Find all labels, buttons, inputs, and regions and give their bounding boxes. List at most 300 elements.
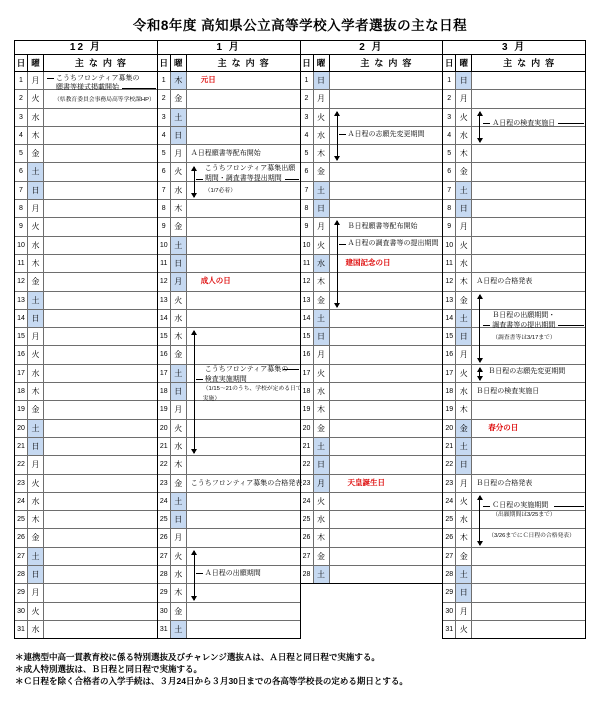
- header-day: 日: [158, 55, 171, 71]
- weekday-cell: 木: [314, 529, 330, 546]
- day-number: 3: [158, 109, 171, 126]
- day-number: 3: [301, 109, 314, 126]
- weekday-cell: 水: [171, 182, 187, 199]
- weekday-cell: 日: [171, 511, 187, 528]
- weekday-cell: 木: [171, 456, 187, 473]
- header-content: 主な内容: [217, 58, 274, 68]
- tick-line: [483, 325, 490, 326]
- day-number: 30: [15, 603, 28, 620]
- weekday-cell: 木: [171, 72, 187, 89]
- weekday-cell: 土: [456, 566, 472, 583]
- header-day: 日: [301, 55, 314, 71]
- weekday-cell: 月: [456, 475, 472, 492]
- day-number: 20: [301, 420, 314, 437]
- range-arrow: [194, 167, 195, 198]
- weekday-cell: 水: [314, 383, 330, 400]
- weekday-cell: 土: [314, 438, 330, 455]
- weekday-cell: 土: [28, 548, 44, 565]
- weekday-cell: 水: [314, 255, 330, 272]
- day-number: 4: [15, 127, 28, 144]
- arrowhead-down-icon: [477, 541, 483, 546]
- day-number: 5: [15, 145, 28, 162]
- day-number: 29: [15, 584, 28, 601]
- leader-line: [558, 123, 584, 124]
- day-number: 18: [158, 383, 171, 400]
- event-label: Ｂ日程の志願先変更期間: [488, 368, 566, 376]
- weekday-cell: 木: [28, 511, 44, 528]
- day-number: 2: [301, 90, 314, 107]
- range-arrow: [479, 368, 480, 380]
- arrowhead-down-icon: [477, 138, 483, 143]
- weekday-cell: 金: [456, 420, 472, 437]
- weekday-cell: 月: [28, 584, 44, 601]
- weekday-cell: 木: [171, 328, 187, 345]
- range-arrow: [479, 496, 480, 545]
- holiday-label: 建国記念の日: [345, 258, 391, 267]
- weekday-cell: 木: [456, 273, 472, 290]
- leader-line: [554, 506, 584, 507]
- weekday-cell: 月: [28, 72, 44, 89]
- day-number: 21: [443, 438, 456, 455]
- weekday-cell: 日: [456, 200, 472, 217]
- day-number: 3: [15, 109, 28, 126]
- day-number: 31: [158, 621, 171, 638]
- weekday-cell: 木: [171, 200, 187, 217]
- weekday-cell: 火: [456, 237, 472, 254]
- month-body: [158, 72, 303, 639]
- arrowhead-down-icon: [191, 193, 197, 198]
- weekday-cell: 月: [171, 529, 187, 546]
- holiday-label: 成人の日: [200, 276, 231, 286]
- leader-line: [285, 179, 299, 180]
- weekday-cell: 火: [314, 493, 330, 510]
- day-number: 20: [158, 420, 171, 437]
- day-number: 13: [443, 292, 456, 309]
- weekday-cell: 木: [28, 383, 44, 400]
- day-number: 7: [443, 182, 456, 199]
- weekday-cell: 月: [456, 603, 472, 620]
- event-label: こうちフロンティア募集の: [204, 365, 289, 373]
- weekday-cell: 月: [456, 90, 472, 107]
- arrowhead-down-icon: [477, 358, 483, 363]
- day-number: 6: [301, 163, 314, 180]
- weekday-cell: 金: [171, 346, 187, 363]
- day-number: 1: [301, 72, 314, 89]
- weekday-cell: 月: [171, 401, 187, 418]
- month-body: [301, 72, 443, 639]
- day-number: 23: [301, 475, 314, 492]
- day-number: 19: [301, 401, 314, 418]
- range-arrow: [479, 295, 480, 362]
- range-arrow: [337, 221, 338, 307]
- range-arrow: [479, 112, 480, 143]
- weekday-cell: 金: [171, 603, 187, 620]
- weekday-cell: 木: [314, 145, 330, 162]
- header-weekday: 曜: [456, 55, 472, 71]
- arrowhead-up-icon: [191, 166, 197, 171]
- day-number: 15: [301, 328, 314, 345]
- weekday-cell: 金: [171, 475, 187, 492]
- day-number: 5: [443, 145, 456, 162]
- leader-line: [283, 369, 299, 370]
- day-number: 5: [158, 145, 171, 162]
- arrowhead-down-icon: [334, 156, 340, 161]
- day-number: 8: [158, 200, 171, 217]
- day-number: 5: [301, 145, 314, 162]
- weekday-cell: 月: [314, 218, 330, 235]
- weekday-cell: 火: [171, 292, 187, 309]
- weekday-cell: 土: [456, 310, 472, 327]
- day-number: 1: [158, 72, 171, 89]
- header-weekday: 曜: [28, 55, 44, 71]
- event-label: Ａ日程の検査実施日: [492, 119, 556, 127]
- weekday-cell: 火: [28, 346, 44, 363]
- day-number: 18: [443, 383, 456, 400]
- weekday-cell: 日: [171, 255, 187, 272]
- weekday-cell: 木: [314, 401, 330, 418]
- day-number: 23: [443, 475, 456, 492]
- page-title: 令和8年度 高知県公立高等学校入学者選抜の主な日程: [132, 18, 468, 33]
- event-label: 検査実施期間: [204, 375, 247, 383]
- event-label: Ｂ日程願書等配布開始: [347, 223, 418, 231]
- weekday-cell: 日: [314, 328, 330, 345]
- day-number: 14: [301, 310, 314, 327]
- tick-line: [47, 78, 54, 79]
- event-label: 期間・調査書等提出期間: [204, 175, 282, 183]
- arrowhead-down-icon: [191, 449, 197, 454]
- day-number: 27: [443, 548, 456, 565]
- arrowhead-up-icon: [477, 111, 483, 116]
- day-number: 23: [15, 475, 28, 492]
- day-number: 16: [443, 346, 456, 363]
- events-layer: [332, 72, 443, 639]
- day-number: 24: [158, 493, 171, 510]
- event-label: Ａ日程の志願先変更期間: [347, 130, 425, 138]
- event-label: Ｃ日程の実施期間: [492, 502, 549, 510]
- range-arrow: [337, 112, 338, 161]
- event-label: （県教育委員会事務局高等学校課HP）: [54, 96, 155, 103]
- weekday-cell: 日: [314, 456, 330, 473]
- weekday-cell: 水: [28, 237, 44, 254]
- weekday-cell: 金: [456, 163, 472, 180]
- day-number: 10: [158, 237, 171, 254]
- day-number: 14: [443, 310, 456, 327]
- event-label: Ｂ日程の合格発表: [476, 479, 533, 487]
- event-label: こうちフロンティア募集出願: [204, 165, 296, 173]
- day-number: 17: [15, 365, 28, 382]
- calendar-table: [14, 40, 586, 639]
- day-number: 12: [158, 273, 171, 290]
- month-body: [15, 72, 157, 639]
- footnote: ＊Ｃ日程を除く合格者の入学手続は、３月24日から３月30日までの各高等学校長の定める期日とする。: [15, 676, 408, 686]
- weekday-cell: 土: [456, 438, 472, 455]
- weekday-cell: 金: [456, 292, 472, 309]
- holiday-label: 元日: [200, 75, 216, 84]
- weekday-cell: 水: [28, 621, 44, 638]
- weekday-cell: 月: [28, 328, 44, 345]
- header-content: 主な内容: [503, 58, 560, 68]
- arrowhead-down-icon: [191, 596, 197, 601]
- day-number: 9: [158, 218, 171, 235]
- header-content: 主な内容: [74, 58, 131, 68]
- day-number: 24: [301, 493, 314, 510]
- event-label: （1/15～21のうち、学校が定める日で: [202, 386, 302, 393]
- weekday-cell: 火: [28, 90, 44, 107]
- day-number: 31: [443, 621, 456, 638]
- day-number: 7: [301, 182, 314, 199]
- day-number: 11: [158, 255, 171, 272]
- day-number: 7: [158, 182, 171, 199]
- day-number: 26: [301, 529, 314, 546]
- weekday-cell: 水: [28, 365, 44, 382]
- day-number: 26: [158, 529, 171, 546]
- footnotes: [15, 651, 408, 687]
- day-number: 26: [443, 529, 456, 546]
- arrowhead-down-icon: [477, 376, 483, 381]
- weekday-cell: 木: [314, 273, 330, 290]
- day-number: 1: [443, 72, 456, 89]
- weekday-cell: 火: [171, 163, 187, 180]
- weekday-cell: 日: [171, 383, 187, 400]
- weekday-cell: 金: [28, 145, 44, 162]
- day-number: 17: [301, 365, 314, 382]
- day-number: 25: [301, 511, 314, 528]
- weekday-cell: 土: [171, 621, 187, 638]
- weekday-cell: 金: [314, 163, 330, 180]
- day-number: 14: [15, 310, 28, 327]
- footnote: ＊成人特別選抜は、Ｂ日程と同日程で実施する。: [15, 664, 203, 674]
- weekday-cell: 水: [28, 493, 44, 510]
- event-label: Ａ日程の調査書等の提出期間: [347, 240, 439, 248]
- day-number: 23: [158, 475, 171, 492]
- day-number: 16: [158, 346, 171, 363]
- month-label: 12 月: [15, 41, 157, 55]
- weekday-cell: 日: [456, 328, 472, 345]
- event-label: こうちフロンティア募集の合格発表: [190, 479, 303, 487]
- day-number: 21: [158, 438, 171, 455]
- range-arrow: [194, 551, 195, 600]
- day-number: 17: [158, 365, 171, 382]
- column-header-row: [443, 55, 585, 72]
- event-label: こうちフロンティア募集の: [56, 74, 140, 82]
- arrowhead-up-icon: [477, 294, 483, 299]
- day-number: 13: [301, 292, 314, 309]
- month-column-2: [301, 41, 444, 639]
- day-number: 3: [443, 109, 456, 126]
- day-number: 19: [15, 401, 28, 418]
- weekday-cell: 水: [456, 255, 472, 272]
- day-number: 6: [443, 163, 456, 180]
- weekday-cell: 水: [171, 438, 187, 455]
- tick-line: [339, 134, 346, 135]
- weekday-cell: 火: [28, 218, 44, 235]
- weekday-cell: 水: [314, 127, 330, 144]
- day-number: 24: [15, 493, 28, 510]
- weekday-cell: 月: [456, 218, 472, 235]
- day-number: 22: [158, 456, 171, 473]
- weekday-cell: 木: [171, 584, 187, 601]
- day-number: 1: [15, 72, 28, 89]
- holiday-label: 天皇誕生日: [347, 477, 385, 487]
- weekday-cell: 日: [314, 200, 330, 217]
- weekday-cell: 月: [28, 200, 44, 217]
- event-label: （調査書等は3/17まで）: [492, 334, 556, 341]
- leader-line: [558, 325, 584, 326]
- event-label: Ｂ日程の検査実施日: [476, 388, 540, 396]
- day-number: 10: [443, 237, 456, 254]
- weekday-cell: 土: [28, 420, 44, 437]
- day-number: 4: [301, 127, 314, 144]
- day-number: 18: [15, 383, 28, 400]
- day-number: 28: [158, 566, 171, 583]
- weekday-cell: 木: [456, 145, 472, 162]
- weekday-cell: 水: [456, 511, 472, 528]
- day-number: 2: [15, 90, 28, 107]
- weekday-cell: 土: [314, 182, 330, 199]
- range-arrow: [194, 331, 195, 453]
- weekday-cell: 金: [28, 401, 44, 418]
- day-number: 28: [15, 566, 28, 583]
- weekday-cell: 火: [314, 237, 330, 254]
- event-label: Ａ日程願書等配布開始: [190, 150, 261, 158]
- weekday-cell: 火: [456, 493, 472, 510]
- weekday-cell: 水: [28, 109, 44, 126]
- weekday-cell: 日: [456, 584, 472, 601]
- month-label: 1 月: [158, 41, 300, 55]
- day-number: 9: [301, 218, 314, 235]
- weekday-cell: 土: [314, 566, 330, 583]
- day-number: 28: [301, 566, 314, 583]
- day-number: 6: [158, 163, 171, 180]
- weekday-cell: 金: [28, 273, 44, 290]
- day-number: 6: [15, 163, 28, 180]
- weekday-cell: 水: [456, 127, 472, 144]
- weekday-cell: 火: [28, 603, 44, 620]
- header-weekday: 曜: [171, 55, 187, 71]
- event-label: 調査書等の提出期間: [492, 321, 556, 329]
- day-number: 19: [443, 401, 456, 418]
- event-label: 実施）: [202, 395, 221, 402]
- weekday-cell: 土: [171, 237, 187, 254]
- weekday-cell: 日: [28, 566, 44, 583]
- day-number: 10: [301, 237, 314, 254]
- events-layer: [189, 72, 303, 639]
- column-header-row: [15, 55, 157, 72]
- weekday-cell: 土: [456, 182, 472, 199]
- weekday-cell: 月: [28, 456, 44, 473]
- weekday-cell: 月: [171, 145, 187, 162]
- weekday-cell: 金: [314, 292, 330, 309]
- day-number: 30: [158, 603, 171, 620]
- weekday-cell: 土: [28, 163, 44, 180]
- day-number: 26: [15, 529, 28, 546]
- day-number: 27: [301, 548, 314, 565]
- day-number: 15: [443, 328, 456, 345]
- tick-line: [483, 123, 490, 124]
- day-number: 4: [158, 127, 171, 144]
- weekday-cell: 金: [171, 90, 187, 107]
- weekday-cell: 木: [28, 255, 44, 272]
- leader-line: [122, 88, 156, 89]
- weekday-cell: 日: [28, 182, 44, 199]
- day-number: 29: [443, 584, 456, 601]
- day-number: 25: [158, 511, 171, 528]
- day-number: 17: [443, 365, 456, 382]
- day-number: 13: [158, 292, 171, 309]
- weekday-cell: 木: [456, 529, 472, 546]
- event-label: （出願期間は3/25まで）: [492, 512, 556, 519]
- weekday-cell: 木: [28, 127, 44, 144]
- day-number: 11: [301, 255, 314, 272]
- weekday-cell: 日: [314, 72, 330, 89]
- arrowhead-up-icon: [334, 220, 340, 225]
- weekday-cell: 火: [314, 109, 330, 126]
- arrowhead-up-icon: [477, 495, 483, 500]
- event-label: Ａ日程の合格発表: [476, 278, 533, 286]
- tick-line: [339, 244, 346, 245]
- day-number: 27: [15, 548, 28, 565]
- weekday-cell: 日: [28, 310, 44, 327]
- events-layer: [474, 72, 585, 639]
- column-header-row: [301, 55, 443, 72]
- event-label: Ａ日程の出願期間: [204, 569, 261, 577]
- header-content: 主な内容: [360, 58, 417, 68]
- day-number: 19: [158, 401, 171, 418]
- weekday-cell: 火: [171, 420, 187, 437]
- weekday-cell: 火: [456, 621, 472, 638]
- event-label: （3/26までにＣ日程の合格発表）: [488, 533, 575, 540]
- day-number: 10: [15, 237, 28, 254]
- day-number: 25: [15, 511, 28, 528]
- weekday-cell: 金: [314, 420, 330, 437]
- day-number: 7: [15, 182, 28, 199]
- day-number: 16: [301, 346, 314, 363]
- weekday-cell: 火: [28, 475, 44, 492]
- day-number: 21: [301, 438, 314, 455]
- tick-line: [196, 379, 203, 380]
- weekday-cell: 土: [171, 493, 187, 510]
- day-number: 22: [15, 456, 28, 473]
- day-number: 2: [443, 90, 456, 107]
- weekday-cell: 火: [314, 365, 330, 382]
- weekday-cell: 金: [171, 218, 187, 235]
- weekday-cell: 金: [456, 548, 472, 565]
- weekday-cell: 水: [171, 310, 187, 327]
- weekday-cell: 土: [171, 109, 187, 126]
- day-number: 8: [443, 200, 456, 217]
- tick-line: [196, 573, 203, 574]
- arrowhead-up-icon: [191, 550, 197, 555]
- month-label: 3 月: [443, 41, 585, 55]
- day-number: 16: [15, 346, 28, 363]
- day-number: 22: [301, 456, 314, 473]
- day-number: 18: [301, 383, 314, 400]
- weekday-cell: 火: [456, 365, 472, 382]
- day-number: 20: [443, 420, 456, 437]
- day-number: 12: [443, 273, 456, 290]
- day-number: 11: [15, 255, 28, 272]
- weekday-cell: 日: [456, 72, 472, 89]
- month-body: [443, 72, 585, 639]
- day-number: 11: [443, 255, 456, 272]
- day-number: 15: [15, 328, 28, 345]
- weekday-cell: 日: [456, 456, 472, 473]
- day-number: 9: [15, 218, 28, 235]
- header-weekday: 曜: [314, 55, 330, 71]
- weekday-cell: 日: [171, 127, 187, 144]
- header-day: 日: [443, 55, 456, 71]
- weekday-cell: 火: [171, 548, 187, 565]
